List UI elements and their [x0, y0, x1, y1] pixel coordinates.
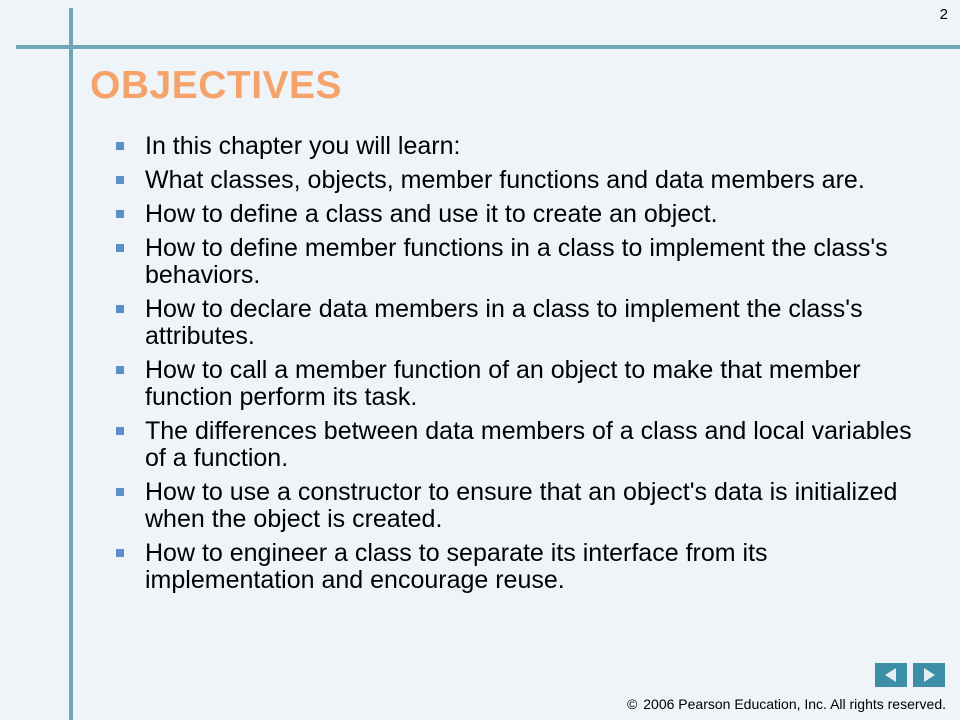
- list-item-text: How to define member functions in a class to implement the class's behaviors.: [145, 234, 888, 289]
- list-item-text: The differences between data members of a class and local variables of a function.: [145, 417, 912, 472]
- square-bullet-icon: [116, 210, 124, 218]
- list-item: [112, 201, 932, 228]
- copyright-icon: ©: [626, 696, 638, 712]
- list-item: [112, 133, 932, 160]
- square-bullet-icon: [116, 305, 124, 313]
- triangle-right-icon: [921, 667, 937, 683]
- objectives-list: [112, 133, 932, 601]
- slide-title: OBJECTIVES: [90, 64, 343, 107]
- previous-slide-button[interactable]: [875, 663, 907, 687]
- horizontal-rule: [16, 45, 960, 49]
- square-bullet-icon: [116, 488, 124, 496]
- list-item-text: How to call a member function of an object to make that member function perform its task.: [145, 356, 861, 411]
- square-bullet-icon: [116, 366, 124, 374]
- list-item: [112, 418, 932, 472]
- square-bullet-icon: [116, 549, 124, 557]
- list-item: [112, 235, 932, 289]
- page-number: 2: [939, 6, 948, 23]
- list-item: [112, 296, 932, 350]
- list-item-text: How to engineer a class to separate its interface from its implementation and encourage reuse.: [145, 539, 768, 594]
- list-item: [112, 167, 932, 194]
- list-item-text: How to use a constructor to ensure that an object's data is initialized when the object is created.: [145, 478, 898, 533]
- list-item: [112, 479, 932, 533]
- list-item: [112, 357, 932, 411]
- square-bullet-icon: [116, 244, 124, 252]
- square-bullet-icon: [116, 142, 124, 150]
- square-bullet-icon: [116, 176, 124, 184]
- vertical-rule: [69, 8, 73, 720]
- square-bullet-icon: [116, 427, 124, 435]
- next-slide-button[interactable]: [913, 663, 945, 687]
- copyright-text: 2006 Pearson Education, Inc. All rights reserved.: [643, 696, 946, 712]
- list-item-text: How to define a class and use it to create an object.: [145, 200, 718, 228]
- list-item-text: In this chapter you will learn:: [145, 132, 461, 160]
- list-item-text: How to declare data members in a class to implement the class's attributes.: [145, 295, 863, 350]
- copyright-footer: [627, 696, 946, 712]
- slide-navigation: [875, 663, 945, 687]
- list-item: [112, 540, 932, 594]
- triangle-left-icon: [883, 667, 899, 683]
- list-item-text: What classes, objects, member functions and data members are.: [145, 166, 865, 194]
